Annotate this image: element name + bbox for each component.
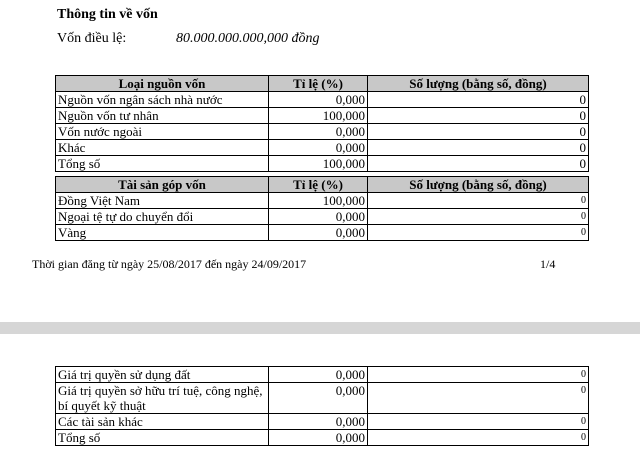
row-ratio: 0,000 <box>269 92 368 108</box>
row-label: Tổng số <box>56 430 269 446</box>
row-ratio: 0,000 <box>269 124 368 140</box>
table-row <box>56 383 589 414</box>
row-ratio: 100,000 <box>269 193 368 209</box>
row-amount: 0 <box>368 209 589 225</box>
row-label: Giá trị quyền sử dụng đất <box>56 367 269 383</box>
row-amount: 0 <box>368 92 589 108</box>
table-row <box>56 209 589 225</box>
page-number: 1/4 <box>540 257 556 271</box>
page-separator <box>0 322 640 334</box>
section-title: Thông tin về vốn <box>57 7 158 22</box>
row-label: Nguồn vốn ngân sách nhà nước <box>56 92 269 108</box>
row-ratio: 100,000 <box>269 156 368 172</box>
row-amount: 0 <box>368 367 589 383</box>
column-header: Tỉ lệ (%) <box>269 177 368 193</box>
table-row <box>56 92 589 108</box>
row-label: Khác <box>56 140 269 156</box>
table-header-row <box>56 76 589 92</box>
column-header: Số lượng (bằng số, đồng) <box>368 177 589 193</box>
table-row <box>56 124 589 140</box>
row-amount: 0 <box>368 430 589 446</box>
row-ratio: 0,000 <box>269 225 368 241</box>
table-row <box>56 140 589 156</box>
row-label: Các tài sản khác <box>56 414 269 430</box>
table-row <box>56 414 589 430</box>
row-ratio: 0,000 <box>269 209 368 225</box>
column-header: Loại nguồn vốn <box>56 76 269 92</box>
table-row-total <box>56 430 589 446</box>
capital-sources-table <box>55 75 589 172</box>
row-amount: 0 <box>368 108 589 124</box>
table-row <box>56 193 589 209</box>
row-ratio: 0,000 <box>269 383 368 414</box>
row-label: Tổng số <box>56 156 269 172</box>
row-amount: 0 <box>368 225 589 241</box>
row-amount: 0 <box>368 124 589 140</box>
row-label: Ngoại tệ tự do chuyển đổi <box>56 209 269 225</box>
table-header-row <box>56 177 589 193</box>
registration-period: Thời gian đăng từ ngày 25/08/2017 đến ngày 24/09/2017 <box>32 257 307 271</box>
row-label: Đồng Việt Nam <box>56 193 269 209</box>
contributed-assets-table-continued <box>55 366 589 446</box>
table-row <box>56 108 589 124</box>
column-header: Tài sản góp vốn <box>56 177 269 193</box>
row-amount: 0 <box>368 193 589 209</box>
row-amount: 0 <box>368 383 589 414</box>
row-ratio: 100,000 <box>269 108 368 124</box>
row-label: Vàng <box>56 225 269 241</box>
contributed-assets-table <box>55 176 589 241</box>
row-amount: 0 <box>368 414 589 430</box>
row-ratio: 0,000 <box>269 414 368 430</box>
table-row-total <box>56 156 589 172</box>
charter-capital-label: Vốn điều lệ: <box>57 31 127 46</box>
row-amount: 0 <box>368 140 589 156</box>
row-ratio: 0,000 <box>269 367 368 383</box>
row-ratio: 0,000 <box>269 430 368 446</box>
row-label: Nguồn vốn tư nhân <box>56 108 269 124</box>
row-label: Giá trị quyền sở hữu trí tuệ, công nghệ, bí quyết kỹ thuật <box>56 383 269 414</box>
row-amount: 0 <box>368 156 589 172</box>
document-page-2 <box>0 334 640 452</box>
table-row <box>56 367 589 383</box>
table-row <box>56 225 589 241</box>
column-header: Số lượng (bằng số, đồng) <box>368 76 589 92</box>
row-ratio: 0,000 <box>269 140 368 156</box>
row-label: Vốn nước ngoài <box>56 124 269 140</box>
column-header: Tỉ lệ (%) <box>269 76 368 92</box>
charter-capital-value: 80.000.000.000,000 đồng <box>176 31 320 46</box>
